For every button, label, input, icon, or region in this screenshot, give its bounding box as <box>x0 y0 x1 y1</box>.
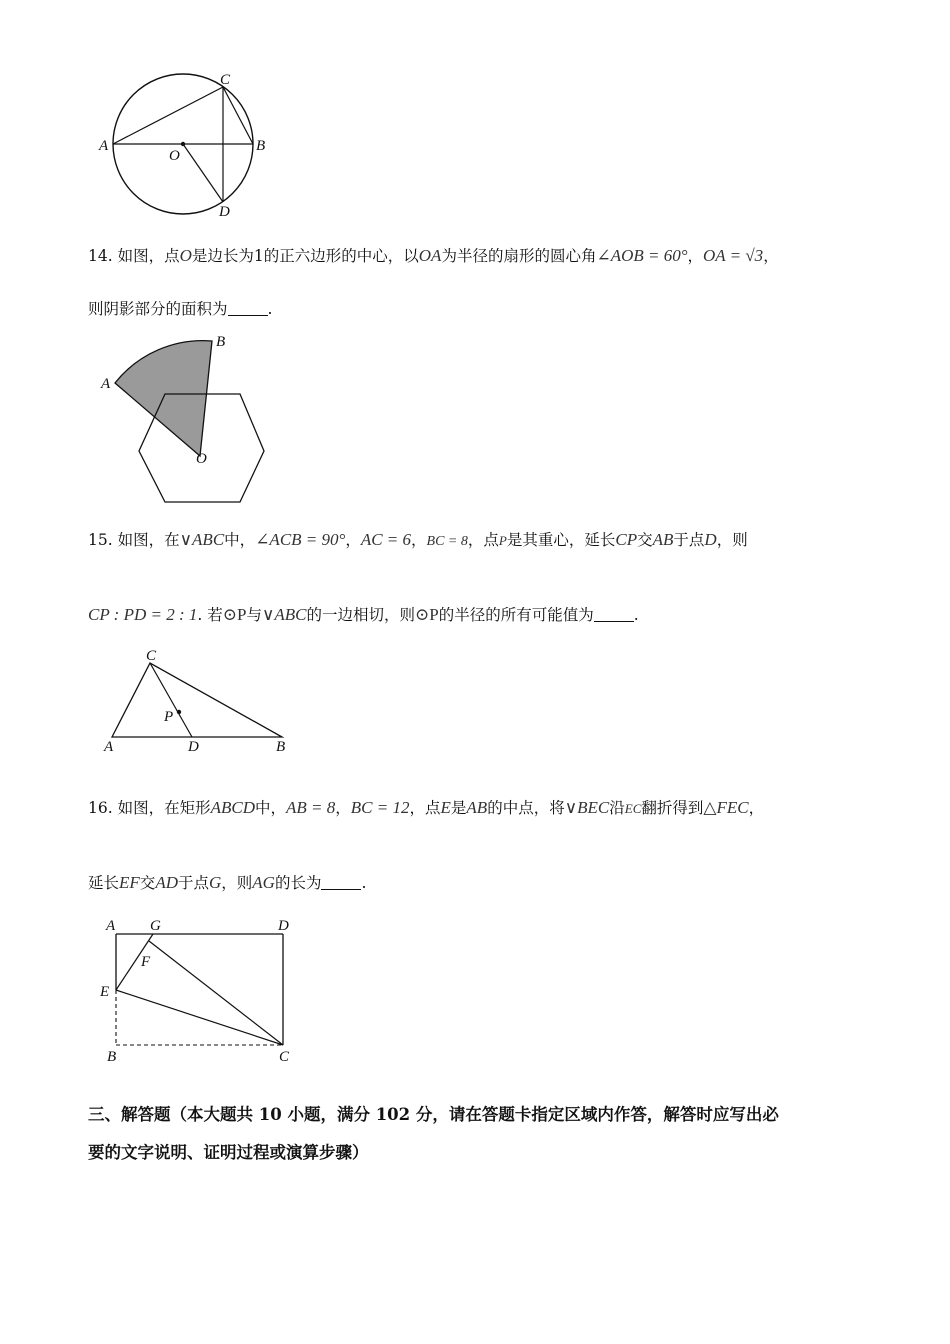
question-15-line1 <box>88 528 748 554</box>
math-ratio: CP : PD = 2 : 1 <box>88 605 198 624</box>
math-circle-p: ⊙P <box>222 605 247 624</box>
text: 交 <box>139 874 156 892</box>
figure-triangle-q15 <box>95 643 305 758</box>
text: 翻折得到 <box>641 799 704 817</box>
label-B: B <box>107 1049 117 1065</box>
text: 如图，点 <box>117 247 180 265</box>
text: 的长为 <box>274 874 322 892</box>
text: 是边长为1的正六边形的中心，以 <box>191 247 419 265</box>
text: 为半径的扇形的圆心角 <box>441 247 597 265</box>
math-ag: AG <box>252 873 275 892</box>
label-B: B <box>276 739 286 755</box>
question-14-line2 <box>88 297 272 321</box>
label-E: E <box>100 984 110 1000</box>
math-g: G <box>209 873 222 892</box>
math-ad: AD <box>155 873 178 892</box>
label-P: P <box>164 709 174 725</box>
math-oa-eq: OA = √3 <box>703 246 764 265</box>
text: 如图，在矩形 <box>117 799 211 817</box>
math-ab: AB = 8 <box>286 798 336 817</box>
label-C: C <box>146 648 157 664</box>
text: ， <box>687 247 704 265</box>
label-D: D <box>278 918 289 934</box>
text: 则阴影部分的面积为 <box>88 300 228 318</box>
text: ， <box>345 531 361 549</box>
section-heading-line2: 要的文字说明、证明过程或演算步骤） <box>88 1143 369 1162</box>
label-A: A <box>104 739 114 755</box>
math-p: P <box>498 533 507 548</box>
figure-hexagon-q14 <box>95 326 285 506</box>
label-O: O <box>169 148 180 164</box>
math-ec: EC <box>624 801 642 816</box>
label-A: A <box>101 376 111 392</box>
math-ab: AB <box>652 530 674 549</box>
question-15-line2 <box>88 603 639 627</box>
math-OA: OA <box>418 246 442 265</box>
label-A: A <box>106 918 116 934</box>
math-angle: ∠ACB = 90° <box>255 530 346 549</box>
text: . <box>267 300 273 318</box>
math-rect: ABCD <box>210 798 255 817</box>
text: 中， <box>224 531 256 549</box>
question-number: 15. <box>88 531 113 549</box>
text: ， <box>763 247 779 265</box>
figure-rectangle-q16 <box>95 912 315 1067</box>
math-ef: EF <box>119 873 140 892</box>
text: ， <box>411 531 427 549</box>
math-e: E <box>440 798 451 817</box>
answer-blank[interactable] <box>228 299 268 316</box>
label-B: B <box>256 138 266 154</box>
math-ab: AB <box>466 798 488 817</box>
label-C: C <box>279 1049 290 1065</box>
math-cp: CP <box>615 530 638 549</box>
label-B: B <box>216 334 226 350</box>
math-bc: BC = 8 <box>426 534 468 549</box>
text: 的一边相切，则 <box>306 606 416 624</box>
answer-blank[interactable] <box>321 873 361 890</box>
section-3-heading <box>88 1096 878 1172</box>
label-D: D <box>219 204 230 220</box>
math-O: O <box>179 246 192 265</box>
question-14-line1 <box>88 244 779 268</box>
text: 的中点，将 <box>487 799 565 817</box>
text: 是 <box>450 799 467 817</box>
text: 中， <box>255 799 287 817</box>
question-number: 14. <box>88 247 113 265</box>
label-C: C <box>220 72 231 88</box>
text: 延长 <box>88 874 120 892</box>
math-bc: BC = 12 <box>350 798 410 817</box>
math-d: D <box>704 530 717 549</box>
question-number: 16. <box>88 799 113 817</box>
label-F: F <box>141 954 151 970</box>
math-circle-p: ⊙P <box>415 605 439 624</box>
text: 于点 <box>673 531 705 549</box>
text: 与 <box>246 606 262 624</box>
figure-circle-q13 <box>95 68 285 228</box>
text: 如图，在 <box>117 531 180 549</box>
label-G: G <box>150 918 161 934</box>
text: 的半径的所有可能值为 <box>438 606 594 624</box>
text: 交 <box>637 531 653 549</box>
text: 于点 <box>177 874 209 892</box>
text: ，点 <box>409 799 441 817</box>
text: ，点 <box>467 531 499 549</box>
math-triangle-fec: △FEC <box>703 798 749 817</box>
answer-blank[interactable] <box>594 605 634 622</box>
text: . <box>361 874 367 892</box>
label-O: O <box>196 451 207 467</box>
math-angle: ∠AOB = 60° <box>596 246 688 265</box>
question-16-line1 <box>88 796 764 821</box>
text: . <box>633 606 639 624</box>
text: . 若 <box>197 606 223 624</box>
text: 沿 <box>609 799 625 817</box>
math-ac: AC = 6 <box>360 530 412 549</box>
text: ， <box>748 799 765 817</box>
text: ，则 <box>221 874 253 892</box>
math-triangle: ∨ABC <box>179 530 225 549</box>
label-A: A <box>99 138 109 154</box>
label-D: D <box>188 739 199 755</box>
text: ，则 <box>716 531 748 549</box>
text: ， <box>335 799 351 817</box>
text: 是其重心，延长 <box>506 531 616 549</box>
math-triangle: ∨ABC <box>261 605 307 624</box>
section-heading-line1: 三、解答题（本大题共 10 小题，满分 102 分，请在答题卡指定区域内作答，解答时应写出必 <box>88 1105 779 1124</box>
question-16-line2 <box>88 871 366 895</box>
math-triangle-bec: ∨BEC <box>564 798 610 817</box>
